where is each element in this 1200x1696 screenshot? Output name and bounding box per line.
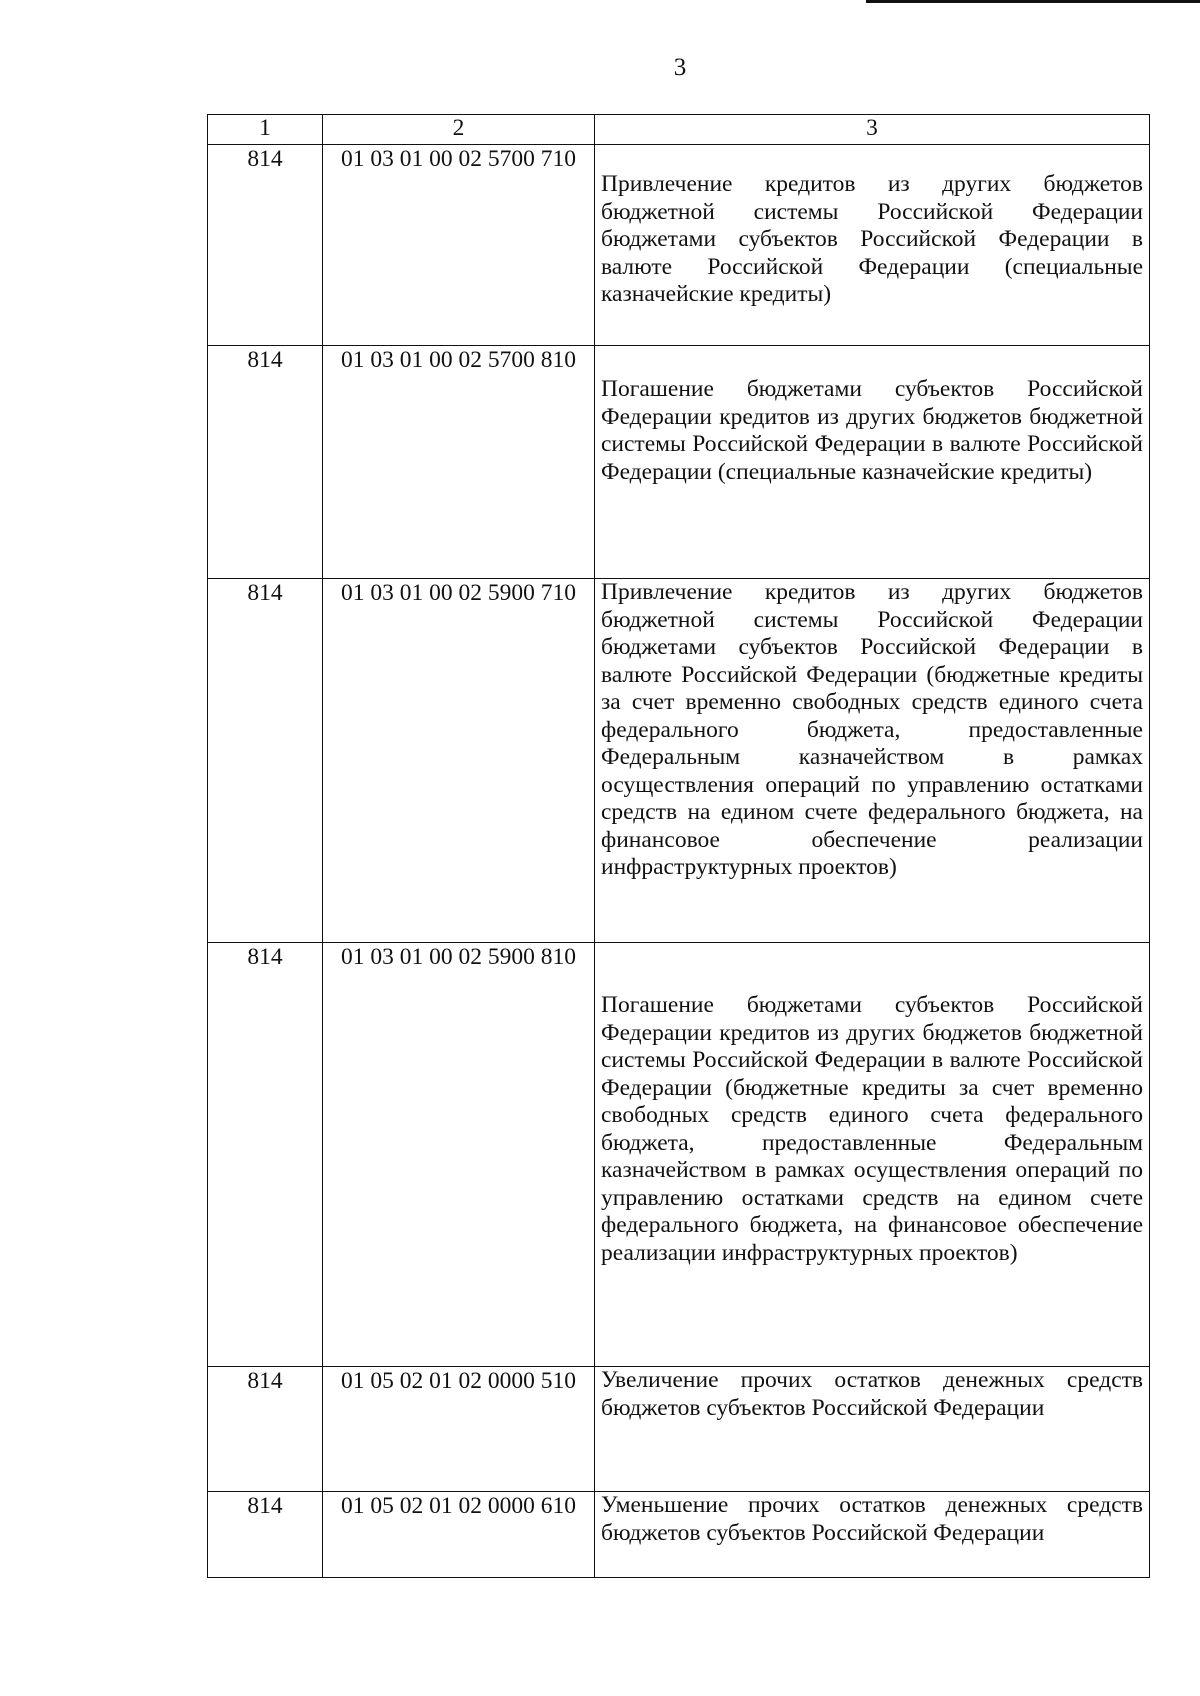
- classification-code-cell: 01 03 01 00 02 5700 810: [323, 346, 595, 579]
- table-row: [208, 1367, 1150, 1492]
- table-header-row: [208, 115, 1150, 145]
- classification-code-cell: 01 03 01 00 02 5700 710: [323, 145, 595, 346]
- description-cell: [595, 1492, 1150, 1578]
- top-edge-rule: [866, 0, 1200, 3]
- table-row: [208, 145, 1150, 346]
- table-row: [208, 346, 1150, 579]
- header-col-1: 1: [208, 115, 323, 145]
- description-text: Увеличение прочих остатков денежных средств бюджетов субъектов Российской Федерации: [601, 1367, 1143, 1421]
- classification-code-cell: 01 05 02 01 02 0000 610: [323, 1492, 595, 1578]
- classification-code-cell: 01 05 02 01 02 0000 510: [323, 1367, 595, 1492]
- admin-code-cell: 814: [208, 1367, 323, 1492]
- table-row: [208, 943, 1150, 1367]
- description-text: Привлечение кредитов из других бюджетов бюджетной системы Российской Федерации бюджетами субъектов Российской Федерации в валюте Российской Федерации (бюджетные кредиты за счет временно свободных средств единого счета федерального бюджета, предоставленные Федеральным казначейством в рамках осуществления операций по управлению остатками средств на едином счете федерального бюджета, на финансовое обеспечение реализации инфраструктурных проектов): [601, 579, 1143, 880]
- classification-code-cell: 01 03 01 00 02 5900 810: [323, 943, 595, 1367]
- admin-code-cell: 814: [208, 1492, 323, 1578]
- description-text: Привлечение кредитов из других бюджетов бюджетной системы Российской Федерации бюджетами субъектов Российской Федерации в валюте Российской Федерации (специальные казначейские кредиты): [601, 171, 1143, 307]
- description-cell: [595, 1367, 1150, 1492]
- table-row: [208, 1492, 1150, 1578]
- admin-code-cell: 814: [208, 346, 323, 579]
- description-text: Погашение бюджетами субъектов Российской Федерации кредитов из других бюджетов бюджетной системы Российской Федерации в валюте Российской Федерации (бюджетные кредиты за счет временно свободных средств единого счета федерального бюджета, предоставленные Федеральным казначейством в рамках осуществления операций по управлению остатками средств на едином счете федерального бюджета, на финансовое обеспечение реализации инфраструктурных проектов): [601, 992, 1143, 1266]
- description-cell: [595, 346, 1150, 579]
- description-cell: [595, 145, 1150, 346]
- description-text: Уменьшение прочих остатков денежных средств бюджетов субъектов Российской Федерации: [601, 1492, 1143, 1546]
- classification-code-cell: 01 03 01 00 02 5900 710: [323, 579, 595, 943]
- admin-code-cell: 814: [208, 145, 323, 346]
- budget-classification-table: [207, 114, 1150, 1578]
- page-number: 3: [673, 54, 687, 81]
- table-row: [208, 579, 1150, 943]
- header-col-3: 3: [595, 115, 1150, 145]
- description-cell: [595, 579, 1150, 943]
- admin-code-cell: 814: [208, 579, 323, 943]
- description-cell: [595, 943, 1150, 1367]
- admin-code-cell: 814: [208, 943, 323, 1367]
- header-col-2: 2: [323, 115, 595, 145]
- description-text: Погашение бюджетами субъектов Российской Федерации кредитов из других бюджетов бюджетной системы Российской Федерации в валюте Российской Федерации (специальные казначейские кредиты): [601, 376, 1143, 485]
